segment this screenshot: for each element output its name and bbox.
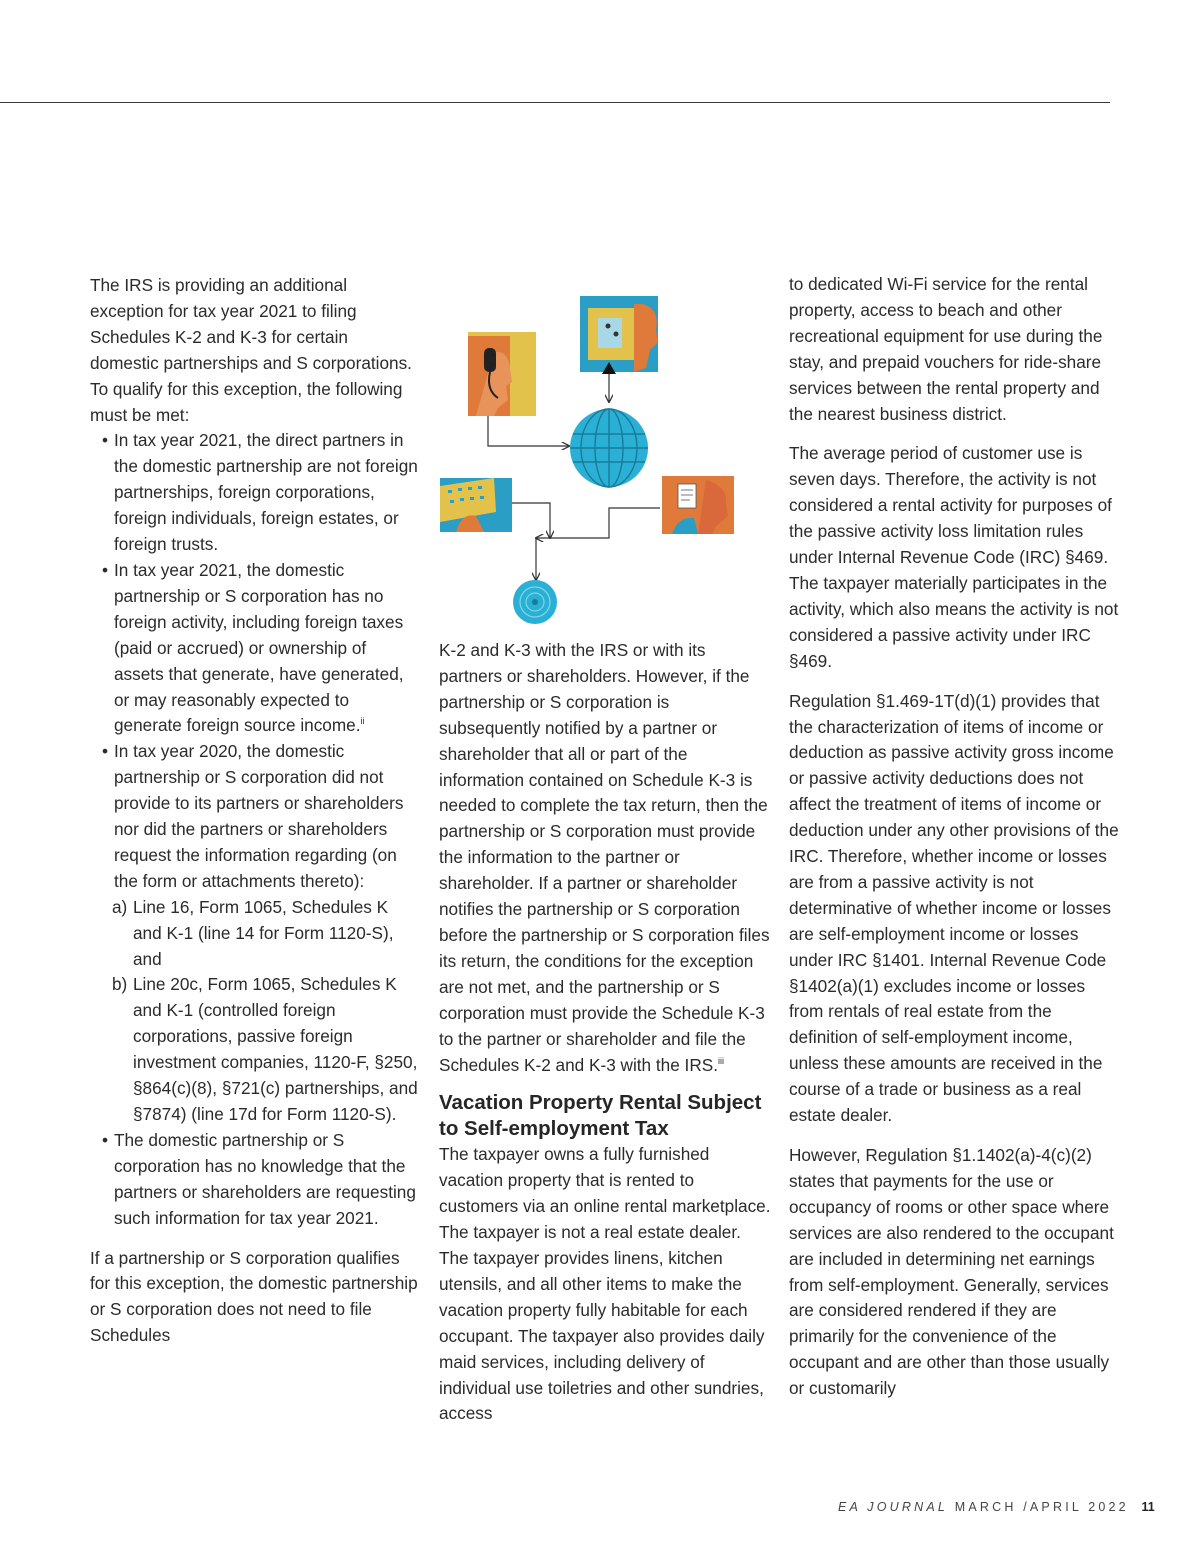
network-illustration [436, 290, 736, 630]
keyboard-panel [440, 478, 512, 532]
column-2 [439, 638, 771, 1427]
column-1 [90, 273, 420, 1349]
section-heading: Vacation Property Rental Subject to Self-employment Tax [439, 1091, 762, 1141]
paragraph: to dedicated Wi-Fi service for the rental property, access to beach and other recreational equipment for use during the stay, and prepaid vouchers for ride-share services between the rental property and the nearest business district. [789, 274, 1103, 424]
header-rule [0, 102, 1110, 103]
screen-panel [580, 296, 658, 374]
sub-item-a [90, 895, 420, 973]
sub-item-b [90, 972, 420, 1127]
paragraph: The average period of customer use is seven days. Therefore, the activity is not considered a rental activity for purposes of the passive activity loss limitation rules under Internal Revenue Code (IRC) §469. The taxpayer materially participates in the activity, which also means the activity is not considered a passive activity under IRC §469. [789, 443, 1119, 671]
paragraph-text: K-2 and K-3 with the IRS or with its partners or shareholders. However, if the partnership or S corporation is subsequently notified by a partner or shareholder that all or part of the information contained on Schedule K-3 is needed to complete the tax return, then the partnership or S corporation must provide the information to the partner or shareholder. If a partner or shareholder notifies the partnership or S corporation before the partnership or S corporation files its return, the conditions for the exception are not met, and the partnership or S corporation must provide the Schedule K-3 to the partner or shareholder and file the Schedules K-2 and K-3 with the IRS. [439, 640, 770, 1075]
paragraph: Regulation §1.469-1T(d)(1) provides that the characterization of items of income or deduction as passive activity gross income or passive activity deductions does not affect the treatment of items of income or deduction under any other provisions of the IRC. Therefore, whether income or losses are from a passive activity is not determinative of whether income or losses are self-employment income or losses under IRC §1401. Internal Revenue Code §1402(a)(1) excludes income or losses from rentals of real estate from the definition of self-employment income, unless these amounts are received in the course of a trade or business as a real estate dealer. [789, 690, 1119, 1126]
bullet-item [90, 558, 420, 739]
sub-text: Line 20c, Form 1065, Schedules K and K-1 (controlled foreign corporations, passive foreign investment companies, 1120-F, §250, §864(c)(8), §721(c) partnerships, and §7874) (line 17d for Form 1120-S). [133, 974, 418, 1124]
column-3 [789, 272, 1119, 1402]
sub-marker: b) [112, 974, 128, 995]
target-disc-icon [513, 580, 557, 624]
continued-paragraph [439, 638, 771, 1078]
paragraph: However, Regulation §1.1402(a)-4(c)(2) states that payments for the use or occupancy of rooms or other space where services are also rendered to the occupant are included in determining net earnings from self-employment. Generally, services are considered rendered if they are primarily for the convenience of the occupant and are other than those usually or customarily [789, 1145, 1114, 1399]
bullet-item: • The domestic partnership or S corporation has no knowledge that the partners or shareholders are requesting such information for tax year 2021. [90, 1128, 420, 1232]
endnote-ref: ii [360, 716, 365, 727]
issue-date: MARCH /APRIL 2022 [954, 1500, 1129, 1514]
page-number: 11 [1141, 1500, 1155, 1514]
endnote-ref: iii [717, 1055, 724, 1066]
page-footer [838, 1500, 1155, 1514]
document-holder-panel [662, 476, 734, 534]
bullet-item: • In tax year 2021, the direct partners in the domestic partnership are not foreign partnerships, foreign corporations, foreign individuals, foreign estates, or foreign trusts. [90, 428, 420, 558]
globe-icon [570, 409, 648, 487]
body-paragraph: The taxpayer owns a fully furnished vacation property that is rented to customers via an online rental marketplace. The taxpayer is not a real estate dealer. The taxpayer provides linens, kitchen utensils, and all other items to make the vacation property fully habitable for each occupant. The taxpayer also provides daily maid services, including delivery of individual use toiletries and other sundries, access [439, 1144, 771, 1424]
bullet-text: In tax year 2021, the domestic partnership or S corporation has no foreign activity, including foreign taxes (paid or accrued) or ownership of assets that generate, have generated, or may reasonably expected to generate foreign source income. [114, 559, 404, 736]
journal-name: EA JOURNAL [838, 1500, 949, 1514]
sub-text: Line 16, Form 1065, Schedules K and K-1 (line 14 for Form 1120-S), and [133, 896, 394, 969]
sub-marker: a) [112, 896, 128, 917]
bullet-item: • In tax year 2020, the domestic partnership or S corporation did not provide to its partners or shareholders nor did the partners or shareholders request the information regarding (on the form or attachments thereto): [90, 739, 420, 894]
intro-paragraph: The IRS is providing an additional exception for tax year 2021 to filing Schedules K-2 and K-3 for certain domestic partnerships and S corporations. To qualify for this exception, the following must be met: [90, 275, 412, 425]
closing-paragraph: If a partnership or S corporation qualifies for this exception, the domestic partnership or S corporation does not need to file Schedules [90, 1247, 418, 1346]
phone-caller-panel [468, 332, 536, 416]
